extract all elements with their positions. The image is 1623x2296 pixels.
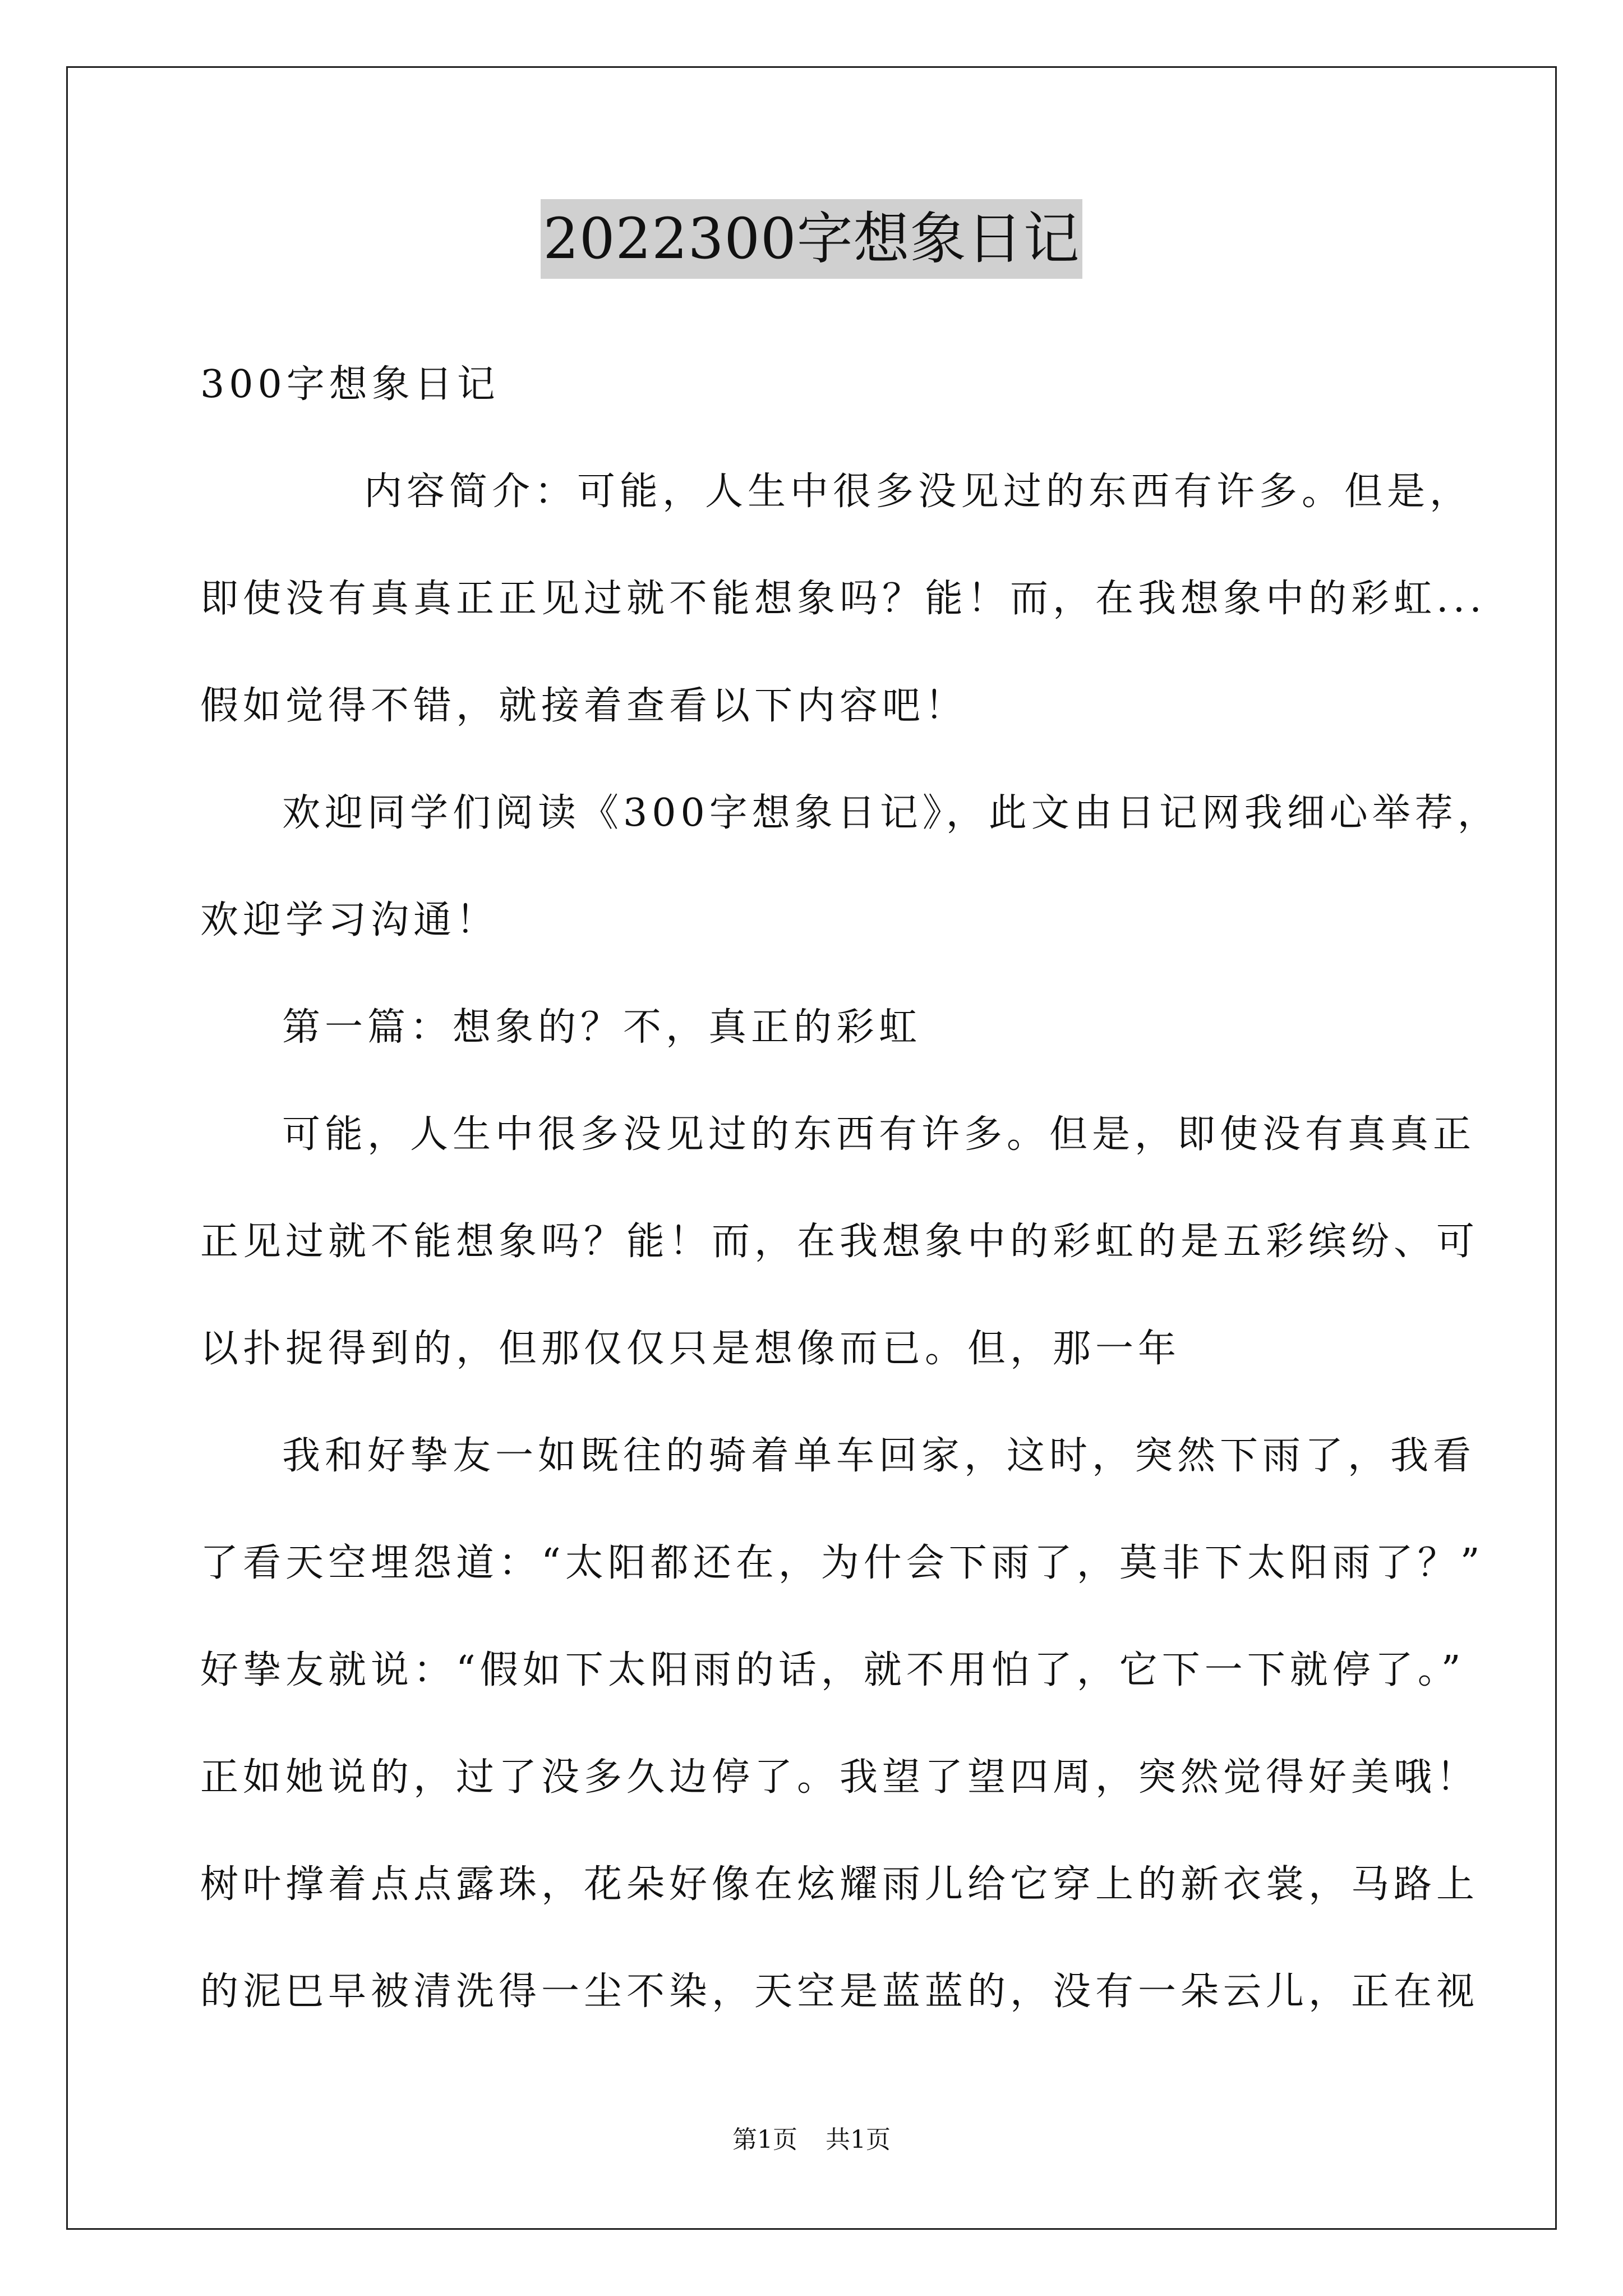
- paragraph-line: 正如她说的，过了没多久边停了。我望了望四周，突然觉得好美哦！: [200, 1755, 1479, 1800]
- title-container: [0, 199, 1623, 279]
- subtitle-line: 300字想象日记: [200, 362, 500, 407]
- paragraph-line: 假如觉得不错，就接着查看以下内容吧！: [200, 684, 968, 728]
- paragraph-line: 好挚友就说：“假如下太阳雨的话，就不用怕了，它下一下就停了。”: [200, 1648, 1465, 1692]
- paragraph-line: 以扑捉得到的，但那仅仅只是想像而已。但，那一年: [200, 1327, 1181, 1371]
- paragraph-line: 正见过就不能想象吗？能！而，在我想象中的彩虹的是五彩缤纷、可: [200, 1220, 1479, 1264]
- paragraph-line: 欢迎学习沟通！: [200, 898, 499, 942]
- paragraph-line: 我和好挚友一如既往的骑着单车回家，这时，突然下雨了，我看: [282, 1434, 1476, 1478]
- page-total: 共1页: [826, 2125, 891, 2154]
- paragraph-line: 即使没有真真正正见过就不能想象吗？能！而，在我想象中的彩虹...: [200, 577, 1486, 621]
- paragraph-line: 的泥巴早被清洗得一尘不染，天空是蓝蓝的，没有一朵云儿，正在视: [200, 1970, 1479, 2014]
- paragraph-line: 了看天空埋怨道：“太阳都还在，为什会下雨了，莫非下太阳雨了？”: [200, 1541, 1484, 1585]
- paragraph-line: 内容简介：可能，人生中很多没见过的东西有许多。但是，: [364, 470, 1473, 514]
- document-title: 2022300字想象日记: [541, 199, 1082, 279]
- page-number: 第1页: [732, 2125, 797, 2154]
- paragraph-line: 可能，人生中很多没见过的东西有许多。但是，即使没有真真正: [282, 1112, 1476, 1157]
- document-body: [200, 331, 1500, 2045]
- paragraph-line: 树叶撑着点点露珠，花朵好像在炫耀雨儿给它穿上的新衣裳，马路上: [200, 1862, 1479, 1907]
- section-heading: 第一篇：想象的？不，真正的彩虹: [282, 1005, 922, 1050]
- paragraph-line: 欢迎同学们阅读《300字想象日记》，此文由日记网我细心举荐，: [282, 791, 1500, 835]
- page-footer: [0, 2123, 1623, 2157]
